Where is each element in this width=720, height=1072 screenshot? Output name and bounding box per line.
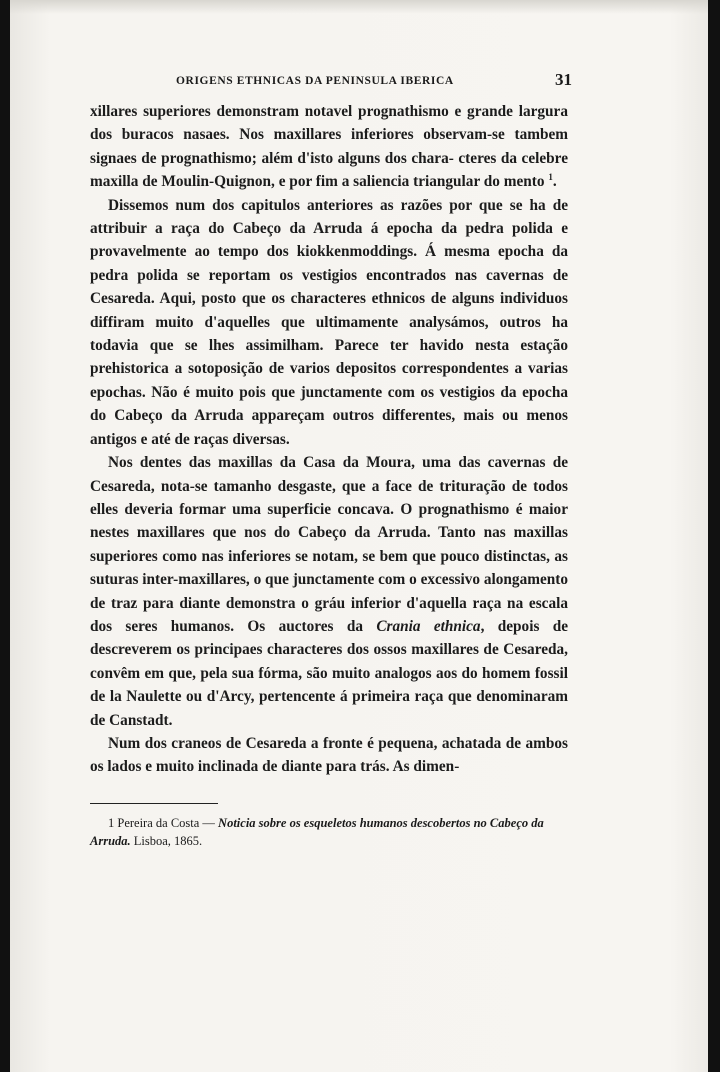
paragraph-1-line-5: triangular do mento: [413, 173, 545, 191]
scan-top-shadow: [10, 0, 708, 14]
book-page: [90, 66, 572, 850]
paragraph-4: Num dos craneos de Cesareda a fronte é pequena, achatada de ambos os lados e muito inclinada de diante para trás. As dimen-: [90, 734, 568, 776]
paragraph-2: Dissemos num dos capitulos anteriores as razões por que se ha de attribuir a raça do Cabeço da Arruda á epocha da pedra polida e provavelmente ao tempo dos kiokkenmoddings. Á mesma epocha da pedra polida se reportam os vestigios encontrados nas cavernas de Cesareda. Aqui, posto que os characteres ethnicos de alguns individuos diffiram muito d'aquelles que ultimamente analysámos, outros ha todavia que se lhes assimilham. Parece ter havido nesta estação prehistorica a sotoposição de varios depositos correspondentes a varias epochas. Não é muito pois que junctamente com os vestigios da epocha do Cabeço da Arruda appareçam outros differentes, mais ou menos antigos e até de raças diversas.: [90, 196, 568, 448]
paragraph-3: [90, 451, 568, 732]
footnote: [90, 814, 568, 850]
footnote-divider: [90, 803, 218, 805]
page-header: [90, 66, 572, 100]
body-text: [90, 100, 568, 779]
footnote-reference[interactable]: 1: [548, 172, 553, 183]
footnote-title: Noticia sobre os esqueletos humanos descobertos no Cabeço da Arruda.: [90, 816, 544, 849]
footnote-marker: 1: [108, 816, 115, 831]
paragraph-1: [90, 100, 568, 194]
footnote-author: Pereira da Costa —: [117, 816, 219, 831]
footnote-imprint: Lisboa, 1865.: [130, 834, 203, 849]
paragraph-3-text-b: , depois de descreverem os principaes characteres dos ossos maxillares de Cesareda, convêm em que, pela sua fórma, são muito analogos aos do homem fossil de la Naulette ou d'Arcy, pertencente á primeira raça que denominaram de Canstadt.: [90, 617, 569, 729]
paragraph-1-line-1: xillares superiores demonstram notavel prognathismo e grande: [90, 103, 513, 120]
paragraph-1-end: .: [552, 173, 557, 191]
page-number: 31: [555, 70, 572, 89]
book-title-crania-ethnica: Crania ethnica: [376, 617, 481, 635]
running-title: ORIGENS ETHNICAS DA PENINSULA IBERICA: [176, 75, 454, 87]
paragraph-1-line-4: cteres da celebre maxilla de Moulin-Quignon, e por fim a saliencia: [90, 149, 568, 191]
paragraph-1-line-3: tambem signaes de prognathismo; além d'isto alguns dos chara-: [90, 126, 568, 167]
paragraph-3-text-a: Nos dentes das maxillas da Casa da Moura, uma das cavernas de Cesareda, nota-se tamanho desgaste, que a face de trituração de todos elles deveria formar uma superficie concava. O prognathismo é maior nestes maxillares que nos do Cabeço da Arruda. Tanto nas maxillas superiores como nas inferiores se notam, se bem que pouco distinctas, as suturas inter-maxillares, o que junctamente com o excessivo alongamento de traz para diante demonstra o gráu inferior d'aquella raça na escala dos seres humanos. Os auctores da: [90, 454, 568, 635]
paragraph-1-line-2: largura dos buracos nasaes. Nos maxillares inferiores observam-se: [90, 103, 568, 144]
